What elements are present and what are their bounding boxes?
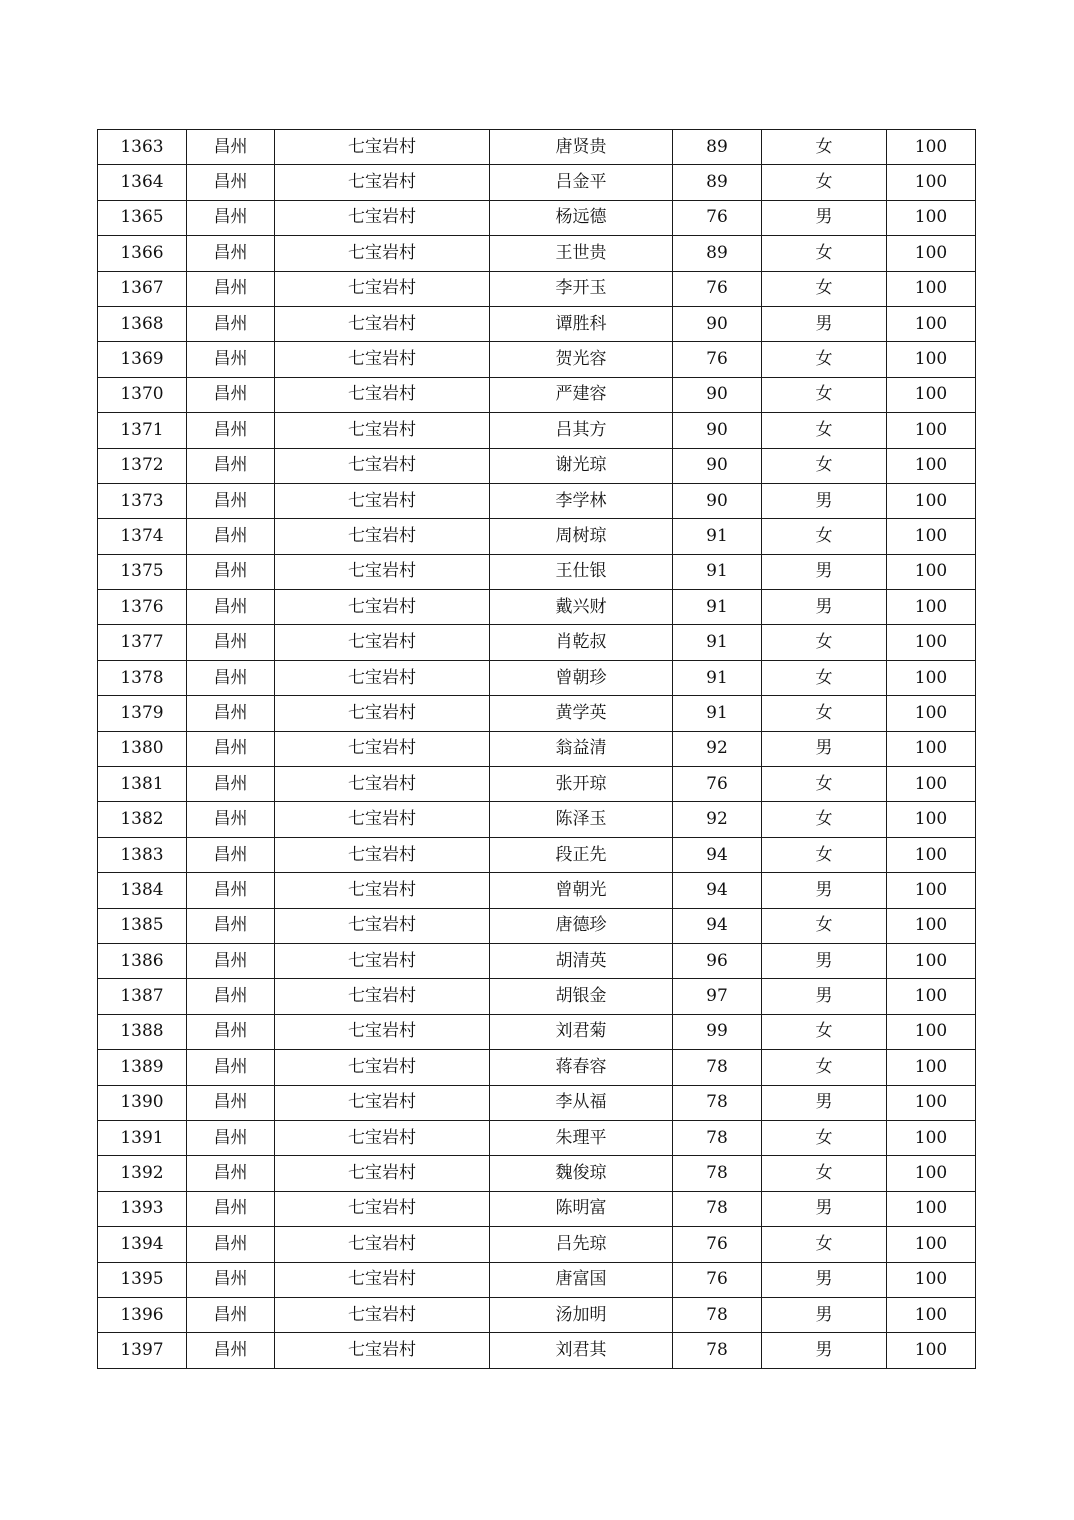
village-cell: 七宝岩村 <box>275 873 490 908</box>
age-cell: 94 <box>673 837 762 872</box>
age-cell: 91 <box>673 554 762 589</box>
county-cell: 昌州 <box>187 554 275 589</box>
village-cell: 七宝岩村 <box>275 413 490 448</box>
table-row <box>98 625 976 660</box>
table-row <box>98 236 976 271</box>
age-cell: 89 <box>673 165 762 200</box>
county-cell: 昌州 <box>187 979 275 1014</box>
name-cell: 翁益清 <box>490 731 673 766</box>
row-number-cell: 1388 <box>98 1014 187 1049</box>
village-cell: 七宝岩村 <box>275 1014 490 1049</box>
county-cell: 昌州 <box>187 625 275 660</box>
county-cell: 昌州 <box>187 377 275 412</box>
name-cell: 蒋春容 <box>490 1050 673 1085</box>
amount-cell: 100 <box>887 943 976 978</box>
county-cell: 昌州 <box>187 660 275 695</box>
age-cell: 99 <box>673 1014 762 1049</box>
gender-cell: 女 <box>762 519 887 554</box>
county-cell: 昌州 <box>187 1050 275 1085</box>
amount-cell: 100 <box>887 1262 976 1297</box>
village-cell: 七宝岩村 <box>275 1050 490 1085</box>
amount-cell: 100 <box>887 1120 976 1155</box>
row-number-cell: 1381 <box>98 767 187 802</box>
name-cell: 李学林 <box>490 483 673 518</box>
amount-cell: 100 <box>887 837 976 872</box>
age-cell: 91 <box>673 625 762 660</box>
county-cell: 昌州 <box>187 130 275 165</box>
gender-cell: 男 <box>762 1085 887 1120</box>
county-cell: 昌州 <box>187 413 275 448</box>
table-row <box>98 377 976 412</box>
county-cell: 昌州 <box>187 306 275 341</box>
name-cell: 李开玉 <box>490 271 673 306</box>
gender-cell: 男 <box>762 1297 887 1332</box>
table-row <box>98 483 976 518</box>
amount-cell: 100 <box>887 165 976 200</box>
row-number-cell: 1376 <box>98 590 187 625</box>
gender-cell: 男 <box>762 483 887 518</box>
gender-cell: 女 <box>762 837 887 872</box>
county-cell: 昌州 <box>187 731 275 766</box>
county-cell: 昌州 <box>187 1333 275 1368</box>
amount-cell: 100 <box>887 130 976 165</box>
village-cell: 七宝岩村 <box>275 483 490 518</box>
county-cell: 昌州 <box>187 1191 275 1226</box>
amount-cell: 100 <box>887 377 976 412</box>
age-cell: 91 <box>673 696 762 731</box>
gender-cell: 女 <box>762 767 887 802</box>
name-cell: 胡清英 <box>490 943 673 978</box>
county-cell: 昌州 <box>187 342 275 377</box>
row-number-cell: 1385 <box>98 908 187 943</box>
name-cell: 唐贤贵 <box>490 130 673 165</box>
village-cell: 七宝岩村 <box>275 200 490 235</box>
county-cell: 昌州 <box>187 1014 275 1049</box>
table-row <box>98 1262 976 1297</box>
age-cell: 78 <box>673 1297 762 1332</box>
amount-cell: 100 <box>887 873 976 908</box>
table-row <box>98 519 976 554</box>
age-cell: 89 <box>673 130 762 165</box>
county-cell: 昌州 <box>187 519 275 554</box>
village-cell: 七宝岩村 <box>275 1191 490 1226</box>
amount-cell: 100 <box>887 236 976 271</box>
age-cell: 89 <box>673 236 762 271</box>
subsidy-roster-table <box>97 129 976 1369</box>
name-cell: 贺光容 <box>490 342 673 377</box>
amount-cell: 100 <box>887 519 976 554</box>
gender-cell: 男 <box>762 1262 887 1297</box>
table-row <box>98 802 976 837</box>
row-number-cell: 1367 <box>98 271 187 306</box>
table-row <box>98 837 976 872</box>
amount-cell: 100 <box>887 1191 976 1226</box>
amount-cell: 100 <box>887 802 976 837</box>
name-cell: 陈泽玉 <box>490 802 673 837</box>
village-cell: 七宝岩村 <box>275 306 490 341</box>
row-number-cell: 1397 <box>98 1333 187 1368</box>
gender-cell: 女 <box>762 1014 887 1049</box>
age-cell: 78 <box>673 1050 762 1085</box>
row-number-cell: 1374 <box>98 519 187 554</box>
county-cell: 昌州 <box>187 908 275 943</box>
row-number-cell: 1369 <box>98 342 187 377</box>
name-cell: 黄学英 <box>490 696 673 731</box>
table-row <box>98 1191 976 1226</box>
name-cell: 刘君其 <box>490 1333 673 1368</box>
village-cell: 七宝岩村 <box>275 696 490 731</box>
amount-cell: 100 <box>887 696 976 731</box>
row-number-cell: 1380 <box>98 731 187 766</box>
age-cell: 90 <box>673 483 762 518</box>
gender-cell: 女 <box>762 342 887 377</box>
village-cell: 七宝岩村 <box>275 590 490 625</box>
row-number-cell: 1368 <box>98 306 187 341</box>
village-cell: 七宝岩村 <box>275 271 490 306</box>
age-cell: 92 <box>673 802 762 837</box>
village-cell: 七宝岩村 <box>275 1085 490 1120</box>
age-cell: 76 <box>673 767 762 802</box>
amount-cell: 100 <box>887 342 976 377</box>
age-cell: 97 <box>673 979 762 1014</box>
gender-cell: 男 <box>762 1333 887 1368</box>
village-cell: 七宝岩村 <box>275 554 490 589</box>
table-row <box>98 943 976 978</box>
amount-cell: 100 <box>887 271 976 306</box>
row-number-cell: 1375 <box>98 554 187 589</box>
village-cell: 七宝岩村 <box>275 165 490 200</box>
table-row <box>98 873 976 908</box>
age-cell: 94 <box>673 908 762 943</box>
name-cell: 严建容 <box>490 377 673 412</box>
age-cell: 94 <box>673 873 762 908</box>
county-cell: 昌州 <box>187 837 275 872</box>
county-cell: 昌州 <box>187 1120 275 1155</box>
county-cell: 昌州 <box>187 1297 275 1332</box>
age-cell: 90 <box>673 413 762 448</box>
village-cell: 七宝岩村 <box>275 837 490 872</box>
age-cell: 78 <box>673 1156 762 1191</box>
amount-cell: 100 <box>887 590 976 625</box>
row-number-cell: 1365 <box>98 200 187 235</box>
name-cell: 陈明富 <box>490 1191 673 1226</box>
amount-cell: 100 <box>887 554 976 589</box>
table-row <box>98 908 976 943</box>
age-cell: 90 <box>673 377 762 412</box>
amount-cell: 100 <box>887 306 976 341</box>
village-cell: 七宝岩村 <box>275 130 490 165</box>
row-number-cell: 1395 <box>98 1262 187 1297</box>
table-row <box>98 1120 976 1155</box>
gender-cell: 男 <box>762 306 887 341</box>
table-row <box>98 271 976 306</box>
table-row <box>98 165 976 200</box>
amount-cell: 100 <box>887 1297 976 1332</box>
table-row <box>98 306 976 341</box>
village-cell: 七宝岩村 <box>275 1120 490 1155</box>
county-cell: 昌州 <box>187 873 275 908</box>
gender-cell: 女 <box>762 413 887 448</box>
gender-cell: 女 <box>762 1050 887 1085</box>
name-cell: 唐德珍 <box>490 908 673 943</box>
name-cell: 吕先琼 <box>490 1227 673 1262</box>
name-cell: 肖乾叔 <box>490 625 673 660</box>
gender-cell: 女 <box>762 696 887 731</box>
amount-cell: 100 <box>887 767 976 802</box>
table-row <box>98 1297 976 1332</box>
gender-cell: 女 <box>762 448 887 483</box>
name-cell: 段正先 <box>490 837 673 872</box>
gender-cell: 女 <box>762 130 887 165</box>
row-number-cell: 1396 <box>98 1297 187 1332</box>
table-row <box>98 1050 976 1085</box>
row-number-cell: 1378 <box>98 660 187 695</box>
name-cell: 王世贵 <box>490 236 673 271</box>
village-cell: 七宝岩村 <box>275 1297 490 1332</box>
table-row <box>98 554 976 589</box>
village-cell: 七宝岩村 <box>275 979 490 1014</box>
row-number-cell: 1382 <box>98 802 187 837</box>
amount-cell: 100 <box>887 660 976 695</box>
age-cell: 78 <box>673 1120 762 1155</box>
village-cell: 七宝岩村 <box>275 731 490 766</box>
county-cell: 昌州 <box>187 802 275 837</box>
age-cell: 76 <box>673 342 762 377</box>
county-cell: 昌州 <box>187 271 275 306</box>
table-row <box>98 1227 976 1262</box>
table-row <box>98 979 976 1014</box>
age-cell: 76 <box>673 271 762 306</box>
amount-cell: 100 <box>887 1014 976 1049</box>
age-cell: 91 <box>673 519 762 554</box>
table-row <box>98 1333 976 1368</box>
amount-cell: 100 <box>887 448 976 483</box>
county-cell: 昌州 <box>187 483 275 518</box>
county-cell: 昌州 <box>187 1085 275 1120</box>
row-number-cell: 1383 <box>98 837 187 872</box>
row-number-cell: 1392 <box>98 1156 187 1191</box>
name-cell: 魏俊琼 <box>490 1156 673 1191</box>
village-cell: 七宝岩村 <box>275 1156 490 1191</box>
name-cell: 唐富国 <box>490 1262 673 1297</box>
name-cell: 吕其方 <box>490 413 673 448</box>
table-row <box>98 1014 976 1049</box>
village-cell: 七宝岩村 <box>275 342 490 377</box>
amount-cell: 100 <box>887 200 976 235</box>
name-cell: 曾朝光 <box>490 873 673 908</box>
village-cell: 七宝岩村 <box>275 943 490 978</box>
row-number-cell: 1386 <box>98 943 187 978</box>
name-cell: 谭胜科 <box>490 306 673 341</box>
row-number-cell: 1370 <box>98 377 187 412</box>
table-row <box>98 130 976 165</box>
row-number-cell: 1379 <box>98 696 187 731</box>
age-cell: 96 <box>673 943 762 978</box>
village-cell: 七宝岩村 <box>275 908 490 943</box>
table-row <box>98 1085 976 1120</box>
village-cell: 七宝岩村 <box>275 802 490 837</box>
age-cell: 91 <box>673 660 762 695</box>
age-cell: 92 <box>673 731 762 766</box>
gender-cell: 男 <box>762 554 887 589</box>
gender-cell: 男 <box>762 1191 887 1226</box>
county-cell: 昌州 <box>187 767 275 802</box>
name-cell: 杨远德 <box>490 200 673 235</box>
county-cell: 昌州 <box>187 943 275 978</box>
row-number-cell: 1390 <box>98 1085 187 1120</box>
gender-cell: 女 <box>762 1156 887 1191</box>
row-number-cell: 1377 <box>98 625 187 660</box>
village-cell: 七宝岩村 <box>275 519 490 554</box>
amount-cell: 100 <box>887 731 976 766</box>
gender-cell: 男 <box>762 873 887 908</box>
row-number-cell: 1384 <box>98 873 187 908</box>
gender-cell: 女 <box>762 802 887 837</box>
county-cell: 昌州 <box>187 200 275 235</box>
village-cell: 七宝岩村 <box>275 625 490 660</box>
village-cell: 七宝岩村 <box>275 660 490 695</box>
row-number-cell: 1391 <box>98 1120 187 1155</box>
county-cell: 昌州 <box>187 165 275 200</box>
row-number-cell: 1366 <box>98 236 187 271</box>
name-cell: 汤加明 <box>490 1297 673 1332</box>
row-number-cell: 1373 <box>98 483 187 518</box>
county-cell: 昌州 <box>187 696 275 731</box>
row-number-cell: 1393 <box>98 1191 187 1226</box>
table-row <box>98 1156 976 1191</box>
gender-cell: 女 <box>762 1120 887 1155</box>
gender-cell: 男 <box>762 731 887 766</box>
name-cell: 周树琼 <box>490 519 673 554</box>
village-cell: 七宝岩村 <box>275 1227 490 1262</box>
name-cell: 胡银金 <box>490 979 673 1014</box>
name-cell: 张开琼 <box>490 767 673 802</box>
gender-cell: 男 <box>762 979 887 1014</box>
village-cell: 七宝岩村 <box>275 377 490 412</box>
name-cell: 戴兴财 <box>490 590 673 625</box>
village-cell: 七宝岩村 <box>275 1333 490 1368</box>
amount-cell: 100 <box>887 908 976 943</box>
table-row <box>98 413 976 448</box>
row-number-cell: 1394 <box>98 1227 187 1262</box>
gender-cell: 女 <box>762 377 887 412</box>
amount-cell: 100 <box>887 1050 976 1085</box>
row-number-cell: 1363 <box>98 130 187 165</box>
table-row <box>98 696 976 731</box>
amount-cell: 100 <box>887 1333 976 1368</box>
gender-cell: 女 <box>762 165 887 200</box>
name-cell: 谢光琼 <box>490 448 673 483</box>
gender-cell: 男 <box>762 200 887 235</box>
village-cell: 七宝岩村 <box>275 767 490 802</box>
amount-cell: 100 <box>887 483 976 518</box>
age-cell: 76 <box>673 1262 762 1297</box>
amount-cell: 100 <box>887 1156 976 1191</box>
county-cell: 昌州 <box>187 1227 275 1262</box>
name-cell: 刘君菊 <box>490 1014 673 1049</box>
gender-cell: 女 <box>762 271 887 306</box>
age-cell: 90 <box>673 448 762 483</box>
amount-cell: 100 <box>887 1227 976 1262</box>
age-cell: 90 <box>673 306 762 341</box>
table-row <box>98 342 976 377</box>
county-cell: 昌州 <box>187 1156 275 1191</box>
table-row <box>98 731 976 766</box>
gender-cell: 女 <box>762 625 887 660</box>
gender-cell: 女 <box>762 660 887 695</box>
row-number-cell: 1364 <box>98 165 187 200</box>
amount-cell: 100 <box>887 979 976 1014</box>
amount-cell: 100 <box>887 625 976 660</box>
age-cell: 76 <box>673 1227 762 1262</box>
amount-cell: 100 <box>887 1085 976 1120</box>
gender-cell: 男 <box>762 590 887 625</box>
village-cell: 七宝岩村 <box>275 236 490 271</box>
age-cell: 78 <box>673 1333 762 1368</box>
table-row <box>98 660 976 695</box>
county-cell: 昌州 <box>187 1262 275 1297</box>
age-cell: 91 <box>673 590 762 625</box>
table-row <box>98 767 976 802</box>
gender-cell: 女 <box>762 1227 887 1262</box>
county-cell: 昌州 <box>187 590 275 625</box>
age-cell: 76 <box>673 200 762 235</box>
gender-cell: 男 <box>762 943 887 978</box>
name-cell: 曾朝珍 <box>490 660 673 695</box>
county-cell: 昌州 <box>187 448 275 483</box>
age-cell: 78 <box>673 1191 762 1226</box>
name-cell: 王仕银 <box>490 554 673 589</box>
county-cell: 昌州 <box>187 236 275 271</box>
amount-cell: 100 <box>887 413 976 448</box>
gender-cell: 女 <box>762 236 887 271</box>
name-cell: 李从福 <box>490 1085 673 1120</box>
row-number-cell: 1371 <box>98 413 187 448</box>
name-cell: 朱理平 <box>490 1120 673 1155</box>
gender-cell: 女 <box>762 908 887 943</box>
row-number-cell: 1387 <box>98 979 187 1014</box>
table-row <box>98 590 976 625</box>
table-row <box>98 200 976 235</box>
village-cell: 七宝岩村 <box>275 448 490 483</box>
village-cell: 七宝岩村 <box>275 1262 490 1297</box>
row-number-cell: 1372 <box>98 448 187 483</box>
roster-table-body <box>98 130 976 1369</box>
age-cell: 78 <box>673 1085 762 1120</box>
name-cell: 吕金平 <box>490 165 673 200</box>
table-row <box>98 448 976 483</box>
row-number-cell: 1389 <box>98 1050 187 1085</box>
